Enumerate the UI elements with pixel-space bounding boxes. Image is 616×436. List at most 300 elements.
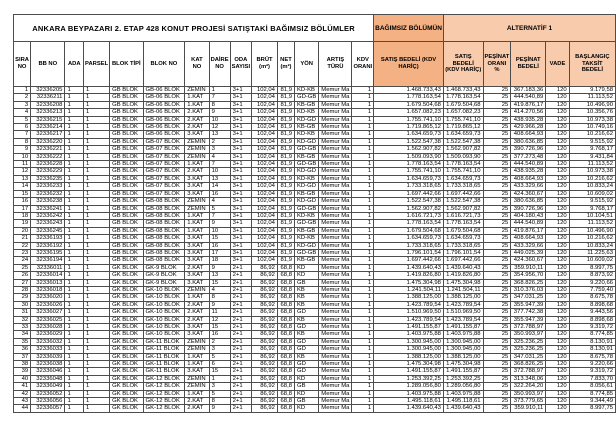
cell-satis-bedeli: 1.439.640,43 bbox=[374, 264, 444, 271]
cell-sira-no: 2 bbox=[14, 94, 31, 101]
col-daire-no: DAİRE NO bbox=[209, 42, 230, 87]
cell-net: 81,9 bbox=[277, 249, 294, 256]
cell-parsel: 1 bbox=[84, 242, 110, 249]
cell-net: 81,9 bbox=[277, 227, 294, 234]
cell-sira-no: 17 bbox=[14, 205, 31, 212]
cell-net: 81,9 bbox=[277, 205, 294, 212]
cell-daire-no: 5 bbox=[209, 390, 230, 397]
cell-alt1-pesinat-orani: 25 bbox=[483, 227, 511, 234]
cell-alt1-pesinat-orani: 25 bbox=[483, 131, 511, 138]
cell-alt1-satis-bedeli: 1.778.163,54 bbox=[443, 161, 483, 168]
cell-alt1-baslangic-taksit: 9.319,72 bbox=[569, 324, 615, 331]
cell-blok-no: GB-06 BLOK bbox=[143, 109, 185, 116]
cell-artis-turu: Memur Ma bbox=[319, 383, 352, 390]
cell-alt1-satis-bedeli: 1.495.118,61 bbox=[443, 398, 483, 405]
cell-yon: GD-GB bbox=[294, 146, 318, 153]
cell-yon: KB bbox=[294, 301, 318, 308]
cell-alt1-pesinat-orani: 25 bbox=[483, 390, 511, 397]
table-row bbox=[14, 87, 616, 94]
cell-kdv-orani: 1 bbox=[352, 346, 374, 353]
cell-blok-no: GB-07 BLOK bbox=[143, 168, 185, 175]
cell-alt1-satis-bedeli: 1.778.163,54 bbox=[443, 94, 483, 101]
cell-net: 81,9 bbox=[277, 109, 294, 116]
cell-daire-no: 8 bbox=[209, 398, 230, 405]
col-kat-no: KAT NO bbox=[185, 42, 209, 87]
cell-parsel: 1 bbox=[84, 146, 110, 153]
cell-bb-no: 32336194 bbox=[31, 257, 65, 264]
cell-yon: KD-GD bbox=[294, 138, 318, 145]
cell-oda-sayisi: 2+1 bbox=[230, 398, 251, 405]
cell-alt1-baslangic-taksit: 10.216,62 bbox=[569, 175, 615, 182]
cell-ada: 1 bbox=[65, 361, 84, 368]
cell-sira-no: 19 bbox=[14, 220, 31, 227]
cell-bb-no: 32336213 bbox=[31, 109, 65, 116]
cell-alt1-satis-bedeli: 1.300.945,00 bbox=[443, 338, 483, 345]
cell-blok-tipi: GB BLOK bbox=[110, 161, 143, 168]
cell-parsel: 1 bbox=[84, 168, 110, 175]
cell-bb-no: 32336238 bbox=[31, 198, 65, 205]
cell-parsel: 1 bbox=[84, 101, 110, 108]
cell-kdv-orani: 1 bbox=[352, 405, 374, 412]
cell-artis-turu: Memur Ma bbox=[319, 116, 352, 123]
cell-kat-no: 1.KAT bbox=[185, 361, 209, 368]
cell-alt1-pesinat-orani: 25 bbox=[483, 249, 511, 256]
cell-bb-no: 32336242 bbox=[31, 212, 65, 219]
cell-kdv-orani: 1 bbox=[352, 338, 374, 345]
cell-bb-no: 32336229 bbox=[31, 168, 65, 175]
cell-alt1-vade: 120 bbox=[546, 398, 569, 405]
cell-satis-bedeli: 1.616.721,73 bbox=[374, 212, 444, 219]
table-row bbox=[14, 353, 616, 360]
cell-alt1-pesinat-bedeli: 350.993,97 bbox=[511, 331, 546, 338]
cell-alt1-pesinat-bedeli: 390.726,96 bbox=[511, 146, 546, 153]
cell-alt1-pesinat-bedeli: 444.540,89 bbox=[511, 161, 546, 168]
cell-sira-no: 26 bbox=[14, 272, 31, 279]
cell-kat-no: 3.KAT bbox=[185, 235, 209, 242]
cell-alt1-pesinat-bedeli: 408.664,93 bbox=[511, 131, 546, 138]
cell-alt1-pesinat-orani: 25 bbox=[483, 331, 511, 338]
cell-kdv-orani: 1 bbox=[352, 212, 374, 219]
cell-alt1-satis-bedeli: 1.679.504,68 bbox=[443, 101, 483, 108]
cell-brut: 102,04 bbox=[252, 190, 278, 197]
cell-alt1-vade: 120 bbox=[546, 353, 569, 360]
cell-alt1-satis-bedeli: 1.300.945,00 bbox=[443, 346, 483, 353]
cell-yon: KD-GD bbox=[294, 242, 318, 249]
cell-ada: 1 bbox=[65, 175, 84, 182]
cell-alt1-baslangic-taksit: 8.997,75 bbox=[569, 264, 615, 271]
cell-ada: 1 bbox=[65, 242, 84, 249]
cell-alt1-pesinat-bedeli: 372.788,97 bbox=[511, 324, 546, 331]
table-row bbox=[14, 331, 616, 338]
cell-oda-sayisi: 2+1 bbox=[230, 353, 251, 360]
cell-net: 68,8 bbox=[277, 264, 294, 271]
cell-parsel: 1 bbox=[84, 338, 110, 345]
cell-oda-sayisi: 2+1 bbox=[230, 331, 251, 338]
cell-alt1-baslangic-taksit: 11.113,52 bbox=[569, 94, 615, 101]
cell-alt1-baslangic-taksit: 11.225,63 bbox=[569, 249, 615, 256]
cell-net: 68,8 bbox=[277, 353, 294, 360]
cell-sira-no: 34 bbox=[14, 331, 31, 338]
cell-sira-no: 36 bbox=[14, 346, 31, 353]
cell-oda-sayisi: 3+1 bbox=[230, 116, 251, 123]
cell-daire-no: 10 bbox=[209, 116, 230, 123]
cell-ada: 1 bbox=[65, 309, 84, 316]
cell-blok-no: GK-11 BLOK bbox=[143, 338, 185, 345]
cell-bb-no: 32336214 bbox=[31, 124, 65, 131]
cell-alt1-baslangic-taksit: 8.873,92 bbox=[569, 272, 615, 279]
cell-daire-no: 8 bbox=[209, 101, 230, 108]
cell-blok-tipi: GB BLOK bbox=[110, 220, 143, 227]
cell-artis-turu: Memur Ma bbox=[319, 138, 352, 145]
cell-artis-turu: Memur Ma bbox=[319, 353, 352, 360]
cell-alt1-pesinat-orani: 25 bbox=[483, 257, 511, 264]
cell-daire-no: 16 bbox=[209, 242, 230, 249]
cell-alt1-pesinat-bedeli: 449.025,39 bbox=[511, 249, 546, 256]
cell-ada: 1 bbox=[65, 390, 84, 397]
cell-satis-bedeli: 1.562.907,82 bbox=[374, 146, 444, 153]
cell-daire-no: 15 bbox=[209, 279, 230, 286]
cell-kdv-orani: 1 bbox=[352, 205, 374, 212]
cell-satis-bedeli: 1.419.826,80 bbox=[374, 272, 444, 279]
cell-satis-bedeli: 1.468.733,43 bbox=[374, 87, 444, 94]
cell-brut: 102,04 bbox=[252, 220, 278, 227]
cell-alt1-satis-bedeli: 1.616.721,73 bbox=[443, 212, 483, 219]
cell-artis-turu: Memur Ma bbox=[319, 264, 352, 271]
table-row bbox=[14, 220, 616, 227]
cell-bb-no: 32336245 bbox=[31, 227, 65, 234]
cell-ada: 1 bbox=[65, 257, 84, 264]
cell-brut: 86,92 bbox=[252, 375, 278, 382]
cell-parsel: 1 bbox=[84, 175, 110, 182]
cell-oda-sayisi: 3+1 bbox=[230, 249, 251, 256]
cell-alt1-vade: 120 bbox=[546, 190, 569, 197]
col-ada: ADA bbox=[65, 42, 84, 87]
cell-blok-no: GK-9 BLOK bbox=[143, 264, 185, 271]
cell-parsel: 1 bbox=[84, 235, 110, 242]
cell-blok-tipi: GK BLOK bbox=[110, 324, 143, 331]
cell-bb-no: 32336029 bbox=[31, 331, 65, 338]
table-row bbox=[14, 279, 616, 286]
cell-alt1-vade: 120 bbox=[546, 168, 569, 175]
cell-yon: GD bbox=[294, 309, 318, 316]
cell-satis-bedeli: 1.697.442,66 bbox=[374, 257, 444, 264]
cell-artis-turu: Memur Ma bbox=[319, 301, 352, 308]
cell-kat-no: 2.KAT bbox=[185, 405, 209, 412]
cell-yon: KB bbox=[294, 316, 318, 323]
cell-oda-sayisi: 3+1 bbox=[230, 242, 251, 249]
cell-oda-sayisi: 2+1 bbox=[230, 368, 251, 375]
cell-sira-no: 35 bbox=[14, 338, 31, 345]
cell-yon: KB-GB bbox=[294, 124, 318, 131]
cell-yon: GB bbox=[294, 398, 318, 405]
cell-alt1-baslangic-taksit: 8.898,68 bbox=[569, 316, 615, 323]
cell-artis-turu: Memur Ma bbox=[319, 286, 352, 293]
cell-ada: 1 bbox=[65, 383, 84, 390]
cell-daire-no: 17 bbox=[209, 249, 230, 256]
cell-blok-tipi: GB BLOK bbox=[110, 198, 143, 205]
cell-alt1-baslangic-taksit: 9.220,66 bbox=[569, 361, 615, 368]
cell-artis-turu: Memur Ma bbox=[319, 153, 352, 160]
cell-parsel: 1 bbox=[84, 294, 110, 301]
cell-bb-no: 32336217 bbox=[31, 131, 65, 138]
cell-alt1-pesinat-orani: 25 bbox=[483, 161, 511, 168]
cell-alt1-pesinat-bedeli: 390.726,96 bbox=[511, 205, 546, 212]
cell-kat-no: 3.KAT bbox=[185, 183, 209, 190]
cell-kdv-orani: 1 bbox=[352, 383, 374, 390]
cell-kat-no: ZEMİN bbox=[185, 205, 209, 212]
cell-kat-no: 3.KAT bbox=[185, 368, 209, 375]
cell-alt1-pesinat-bedeli: 433.329,66 bbox=[511, 183, 546, 190]
cell-satis-bedeli: 1.510.969,50 bbox=[374, 309, 444, 316]
cell-alt1-vade: 120 bbox=[546, 294, 569, 301]
cell-net: 81,9 bbox=[277, 175, 294, 182]
cell-ada: 1 bbox=[65, 101, 84, 108]
cell-alt1-pesinat-orani: 25 bbox=[483, 146, 511, 153]
cell-parsel: 1 bbox=[84, 383, 110, 390]
cell-alt1-baslangic-taksit: 9.515,92 bbox=[569, 138, 615, 145]
cell-yon: KB bbox=[294, 353, 318, 360]
cell-oda-sayisi: 3+1 bbox=[230, 138, 251, 145]
cell-kat-no: 3.KAT bbox=[185, 242, 209, 249]
cell-satis-bedeli: 1.388.125,00 bbox=[374, 353, 444, 360]
cell-artis-turu: Memur Ma bbox=[319, 316, 352, 323]
cell-yon: KD-KB bbox=[294, 131, 318, 138]
cell-ada: 1 bbox=[65, 227, 84, 234]
cell-parsel: 1 bbox=[84, 346, 110, 353]
cell-artis-turu: Memur Ma bbox=[319, 94, 352, 101]
cell-satis-bedeli: 1.475.304,98 bbox=[374, 361, 444, 368]
cell-kat-no: 2.KAT bbox=[185, 124, 209, 131]
cell-brut: 86,92 bbox=[252, 309, 278, 316]
cell-yon: GD bbox=[294, 361, 318, 368]
table-row bbox=[14, 316, 616, 323]
cell-net: 68,8 bbox=[277, 331, 294, 338]
cell-blok-no: GK-11 BLOK bbox=[143, 346, 185, 353]
cell-alt1-pesinat-orani: 25 bbox=[483, 368, 511, 375]
cell-alt1-vade: 120 bbox=[546, 161, 569, 168]
cell-blok-tipi: GB BLOK bbox=[110, 101, 143, 108]
cell-sira-no: 11 bbox=[14, 161, 31, 168]
cell-ada: 1 bbox=[65, 220, 84, 227]
table-row bbox=[14, 131, 616, 138]
cell-bb-no: 32336039 bbox=[31, 353, 65, 360]
cell-net: 81,9 bbox=[277, 257, 294, 264]
cell-artis-turu: Memur Ma bbox=[319, 235, 352, 242]
cell-sira-no: 41 bbox=[14, 383, 31, 390]
cell-blok-no: GK-10 BLOK bbox=[143, 309, 185, 316]
cell-artis-turu: Memur Ma bbox=[319, 220, 352, 227]
cell-artis-turu: Memur Ma bbox=[319, 279, 352, 286]
cell-alt1-pesinat-orani: 25 bbox=[483, 264, 511, 271]
cell-ada: 1 bbox=[65, 331, 84, 338]
cell-alt1-satis-bedeli: 1.509.093,90 bbox=[443, 153, 483, 160]
cell-blok-no: GB-06 BLOK bbox=[143, 124, 185, 131]
cell-kdv-orani: 1 bbox=[352, 368, 374, 375]
cell-brut: 86,92 bbox=[252, 294, 278, 301]
cell-satis-bedeli: 1.475.304,98 bbox=[374, 279, 444, 286]
cell-alt1-pesinat-bedeli: 444.540,89 bbox=[511, 94, 546, 101]
cell-bb-no: 32336049 bbox=[31, 383, 65, 390]
cell-alt1-pesinat-orani: 25 bbox=[483, 220, 511, 227]
cell-ada: 1 bbox=[65, 301, 84, 308]
table-row bbox=[14, 161, 616, 168]
cell-yon: GB bbox=[294, 279, 318, 286]
cell-blok-tipi: GB BLOK bbox=[110, 153, 143, 160]
table-row bbox=[14, 153, 616, 160]
cell-alt1-satis-bedeli: 1.491.155,87 bbox=[443, 324, 483, 331]
table-row bbox=[14, 361, 616, 368]
cell-alt1-pesinat-bedeli: 355.947,39 bbox=[511, 316, 546, 323]
cell-alt1-pesinat-bedeli: 368.826,25 bbox=[511, 361, 546, 368]
cell-satis-bedeli: 1.634.659,73 bbox=[374, 131, 444, 138]
cell-bb-no: 32336018 bbox=[31, 286, 65, 293]
cell-yon: GD bbox=[294, 338, 318, 345]
cell-kdv-orani: 1 bbox=[352, 101, 374, 108]
cell-alt1-baslangic-taksit: 9.443,56 bbox=[569, 309, 615, 316]
cell-alt1-baslangic-taksit: 8.130,91 bbox=[569, 346, 615, 353]
cell-parsel: 1 bbox=[84, 331, 110, 338]
cell-alt1-pesinat-orani: 25 bbox=[483, 124, 511, 131]
cell-alt1-pesinat-orani: 25 bbox=[483, 109, 511, 116]
cell-net: 68,8 bbox=[277, 272, 294, 279]
cell-blok-no: GK-9 BLOK bbox=[143, 272, 185, 279]
table-row bbox=[14, 309, 616, 316]
cell-alt1-pesinat-bedeli: 380.636,85 bbox=[511, 138, 546, 145]
cell-blok-no: GK-10 BLOK bbox=[143, 286, 185, 293]
table-row bbox=[14, 205, 616, 212]
cell-bb-no: 32336026 bbox=[31, 301, 65, 308]
cell-alt1-pesinat-bedeli: 377.742,38 bbox=[511, 309, 546, 316]
cell-alt1-vade: 120 bbox=[546, 390, 569, 397]
cell-satis-bedeli: 1.755.741,10 bbox=[374, 116, 444, 123]
cell-kat-no: 3.KAT bbox=[185, 175, 209, 182]
cell-blok-tipi: GB BLOK bbox=[110, 138, 143, 145]
cell-parsel: 1 bbox=[84, 279, 110, 286]
cell-alt1-baslangic-taksit: 10.356,76 bbox=[569, 109, 615, 116]
cell-blok-no: GB-07 BLOK bbox=[143, 190, 185, 197]
cell-bb-no: 32336057 bbox=[31, 405, 65, 412]
cell-blok-tipi: GK BLOK bbox=[110, 272, 143, 279]
cell-blok-no: GB-08 BLOK bbox=[143, 198, 185, 205]
cell-alt1-pesinat-orani: 25 bbox=[483, 286, 511, 293]
cell-satis-bedeli: 1.300.945,00 bbox=[374, 346, 444, 353]
cell-kdv-orani: 1 bbox=[352, 272, 374, 279]
cell-kat-no: 1.KAT bbox=[185, 353, 209, 360]
cell-blok-tipi: GB BLOK bbox=[110, 175, 143, 182]
cell-alt1-pesinat-orani: 25 bbox=[483, 301, 511, 308]
cell-alt1-satis-bedeli: 1.403.975,88 bbox=[443, 331, 483, 338]
cell-ada: 1 bbox=[65, 94, 84, 101]
cell-bb-no: 32336222 bbox=[31, 153, 65, 160]
cell-ada: 1 bbox=[65, 153, 84, 160]
cell-blok-no: GB-08 BLOK bbox=[143, 257, 185, 264]
cell-oda-sayisi: 2+1 bbox=[230, 338, 251, 345]
cell-sira-no: 15 bbox=[14, 190, 31, 197]
cell-oda-sayisi: 2+1 bbox=[230, 316, 251, 323]
cell-kdv-orani: 1 bbox=[352, 161, 374, 168]
cell-kdv-orani: 1 bbox=[352, 131, 374, 138]
cell-alt1-pesinat-bedeli: 408.664,93 bbox=[511, 175, 546, 182]
cell-ada: 1 bbox=[65, 183, 84, 190]
cell-alt1-pesinat-orani: 25 bbox=[483, 279, 511, 286]
cell-parsel: 1 bbox=[84, 212, 110, 219]
cell-kat-no: 2.KAT bbox=[185, 309, 209, 316]
cell-ada: 1 bbox=[65, 272, 84, 279]
cell-artis-turu: Memur Ma bbox=[319, 361, 352, 368]
cell-satis-bedeli: 1.679.504,68 bbox=[374, 227, 444, 234]
cell-alt1-pesinat-bedeli: 325.236,25 bbox=[511, 338, 546, 345]
cell-alt1-pesinat-bedeli: 444.540,89 bbox=[511, 220, 546, 227]
cell-kdv-orani: 1 bbox=[352, 220, 374, 227]
cell-kdv-orani: 1 bbox=[352, 294, 374, 301]
cell-kdv-orani: 1 bbox=[352, 146, 374, 153]
cell-alt1-baslangic-taksit: 10.833,24 bbox=[569, 183, 615, 190]
cell-kat-no: 1.KAT bbox=[185, 212, 209, 219]
cell-alt1-pesinat-orani: 25 bbox=[483, 87, 511, 94]
cell-alt1-pesinat-bedeli: 377.273,48 bbox=[511, 153, 546, 160]
cell-bb-no: 32336038 bbox=[31, 361, 65, 368]
table-row bbox=[14, 294, 616, 301]
cell-daire-no: 11 bbox=[209, 309, 230, 316]
cell-bb-no: 32336221 bbox=[31, 146, 65, 153]
cell-artis-turu: Memur Ma bbox=[319, 101, 352, 108]
cell-bb-no: 32336033 bbox=[31, 346, 65, 353]
cell-brut: 102,04 bbox=[252, 168, 278, 175]
cell-yon: KB-GB bbox=[294, 190, 318, 197]
cell-alt1-baslangic-taksit: 9.344,49 bbox=[569, 398, 615, 405]
cell-alt1-pesinat-bedeli: 359.910,11 bbox=[511, 264, 546, 271]
cell-artis-turu: Memur Ma bbox=[319, 146, 352, 153]
cell-alt1-baslangic-taksit: 10.216,62 bbox=[569, 131, 615, 138]
cell-kat-no: 2.KAT bbox=[185, 316, 209, 323]
cell-artis-turu: Memur Ma bbox=[319, 109, 352, 116]
table-row bbox=[14, 368, 616, 375]
cell-bb-no: 32336011 bbox=[31, 264, 65, 271]
cell-alt1-pesinat-orani: 25 bbox=[483, 242, 511, 249]
cell-alt1-satis-bedeli: 1.679.504,68 bbox=[443, 227, 483, 234]
cell-bb-no: 32336052 bbox=[31, 390, 65, 397]
cell-alt1-vade: 120 bbox=[546, 286, 569, 293]
cell-alt1-satis-bedeli: 1.697.442,66 bbox=[443, 257, 483, 264]
cell-ada: 1 bbox=[65, 87, 84, 94]
cell-oda-sayisi: 3+1 bbox=[230, 175, 251, 182]
cell-alt1-vade: 120 bbox=[546, 316, 569, 323]
cell-artis-turu: Memur Ma bbox=[319, 324, 352, 331]
cell-blok-no: GB-07 BLOK bbox=[143, 161, 185, 168]
cell-artis-turu: Memur Ma bbox=[319, 161, 352, 168]
table-row bbox=[14, 146, 616, 153]
cell-sira-no: 32 bbox=[14, 316, 31, 323]
cell-daire-no: 18 bbox=[209, 257, 230, 264]
cell-net: 68,8 bbox=[277, 286, 294, 293]
cell-kat-no: ZEMİN bbox=[185, 338, 209, 345]
table-row bbox=[14, 324, 616, 331]
cell-net: 68,8 bbox=[277, 309, 294, 316]
cell-parsel: 1 bbox=[84, 272, 110, 279]
cell-alt1-pesinat-bedeli: 322.264,20 bbox=[511, 383, 546, 390]
cell-alt1-satis-bedeli: 1.634.659,73 bbox=[443, 175, 483, 182]
cell-sira-no: 24 bbox=[14, 257, 31, 264]
cell-blok-tipi: GB BLOK bbox=[110, 131, 143, 138]
cell-bb-no: 32336048 bbox=[31, 375, 65, 382]
cell-satis-bedeli: 1.733.318,65 bbox=[374, 242, 444, 249]
cell-oda-sayisi: 2+1 bbox=[230, 279, 251, 286]
cell-alt1-baslangic-taksit: 10.609,02 bbox=[569, 257, 615, 264]
cell-yon: KB-GB bbox=[294, 101, 318, 108]
cell-oda-sayisi: 2+1 bbox=[230, 309, 251, 316]
cell-satis-bedeli: 1.253.392,25 bbox=[374, 375, 444, 382]
cell-alt1-pesinat-bedeli: 359.910,11 bbox=[511, 405, 546, 412]
